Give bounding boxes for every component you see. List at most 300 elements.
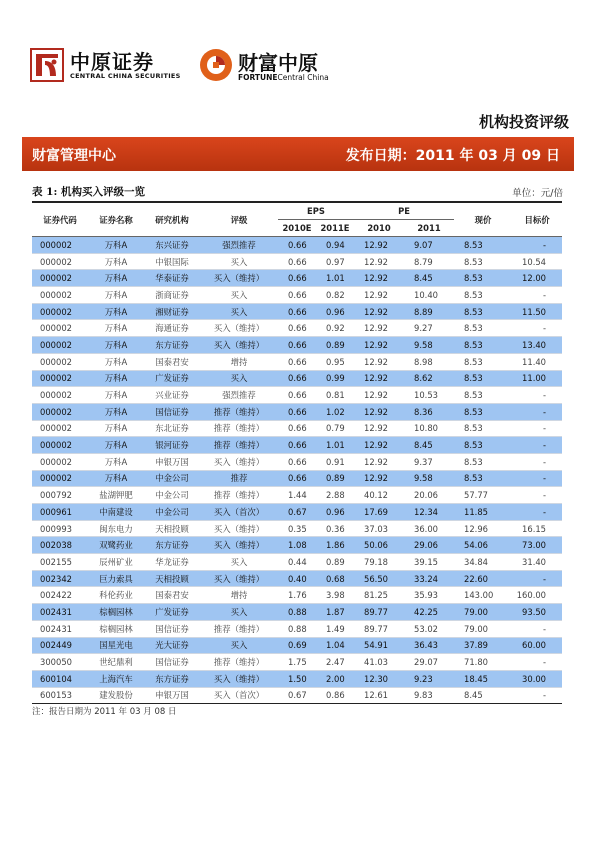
cell-pe-2011: 8.45 bbox=[404, 437, 454, 454]
cell-target: 12.00 bbox=[512, 270, 562, 287]
cell-code: 000002 bbox=[32, 437, 88, 454]
cell-code: 300050 bbox=[32, 654, 88, 671]
cell-pe-2010: 12.92 bbox=[354, 370, 404, 387]
cell-institution: 国信证券 bbox=[144, 620, 200, 637]
cell-pe-2011: 8.45 bbox=[404, 270, 454, 287]
cell-pe-2011: 9.27 bbox=[404, 320, 454, 337]
table-unit: 单位：元/倍 bbox=[512, 188, 563, 199]
cell-institution: 华泰证券 bbox=[144, 270, 200, 287]
cell-eps-2010: 0.88 bbox=[278, 620, 316, 637]
cell-institution: 国信证券 bbox=[144, 403, 200, 420]
cell-target: - bbox=[512, 287, 562, 304]
table-row bbox=[32, 337, 562, 354]
cell-target: - bbox=[512, 387, 562, 404]
cell-code: 002038 bbox=[32, 537, 88, 554]
cell-name: 万科A bbox=[88, 470, 144, 487]
cell-eps-2011: 0.82 bbox=[316, 287, 354, 304]
cell-rating: 买入 bbox=[200, 637, 278, 654]
cell-price: 8.53 bbox=[454, 403, 512, 420]
table-row bbox=[32, 403, 562, 420]
cell-rating: 买入 bbox=[200, 287, 278, 304]
cell-price: 143.00 bbox=[454, 587, 512, 604]
banner-release-date: 发布日期：2011 年 03 月 09 日 bbox=[345, 148, 560, 164]
cell-name: 建发股份 bbox=[88, 687, 144, 704]
logo2-chinese-name: 财富中原 bbox=[238, 51, 318, 75]
cell-rating: 推荐（维持） bbox=[200, 403, 278, 420]
table-row bbox=[32, 370, 562, 387]
cell-pe-2010: 81.25 bbox=[354, 587, 404, 604]
cell-price: 37.89 bbox=[454, 637, 512, 654]
table-row bbox=[32, 237, 562, 254]
logo1-chinese-name: 中原证券 bbox=[70, 50, 154, 74]
cell-rating: 推荐 bbox=[200, 470, 278, 487]
cell-eps-2010: 0.66 bbox=[278, 303, 316, 320]
cell-price: 8.53 bbox=[454, 470, 512, 487]
cell-institution: 海通证券 bbox=[144, 320, 200, 337]
cell-price: 8.53 bbox=[454, 287, 512, 304]
cell-price: 8.53 bbox=[454, 337, 512, 354]
cell-eps-2010: 0.44 bbox=[278, 554, 316, 571]
cell-code: 000002 bbox=[32, 470, 88, 487]
cell-code: 000002 bbox=[32, 253, 88, 270]
cell-pe-2010: 79.18 bbox=[354, 554, 404, 571]
cell-eps-2010: 0.66 bbox=[278, 337, 316, 354]
table-row bbox=[32, 537, 562, 554]
table-row bbox=[32, 487, 562, 504]
cell-pe-2011: 29.07 bbox=[404, 654, 454, 671]
header-code: 证券代码 bbox=[32, 202, 88, 237]
header-pe-2010: 2010 bbox=[354, 220, 404, 237]
cell-pe-2011: 8.79 bbox=[404, 253, 454, 270]
header-banner bbox=[22, 137, 574, 171]
cell-rating: 买入（维持） bbox=[200, 670, 278, 687]
cell-eps-2011: 0.86 bbox=[316, 687, 354, 704]
cell-code: 000002 bbox=[32, 420, 88, 437]
cell-pe-2010: 41.03 bbox=[354, 654, 404, 671]
cell-code: 000002 bbox=[32, 287, 88, 304]
cell-institution: 天相投顾 bbox=[144, 570, 200, 587]
cell-name: 棕榈园林 bbox=[88, 604, 144, 621]
cell-code: 000961 bbox=[32, 504, 88, 521]
cell-eps-2011: 2.88 bbox=[316, 487, 354, 504]
cell-eps-2011: 1.04 bbox=[316, 637, 354, 654]
cell-name: 盐湖钾肥 bbox=[88, 487, 144, 504]
cell-pe-2011: 9.83 bbox=[404, 687, 454, 704]
table-row bbox=[32, 420, 562, 437]
cell-price: 8.53 bbox=[454, 420, 512, 437]
fortune-central-china-logo-icon bbox=[198, 47, 234, 83]
cell-pe-2010: 17.69 bbox=[354, 504, 404, 521]
cell-name: 万科A bbox=[88, 353, 144, 370]
logo1-english-name: CENTRAL CHINA SECURITIES bbox=[70, 72, 181, 80]
cell-pe-2011: 10.53 bbox=[404, 387, 454, 404]
cell-pe-2011: 35.93 bbox=[404, 587, 454, 604]
table-row bbox=[32, 353, 562, 370]
cell-name: 万科A bbox=[88, 253, 144, 270]
cell-code: 000002 bbox=[32, 270, 88, 287]
cell-institution: 东北证券 bbox=[144, 420, 200, 437]
header-eps-2010: 2010E bbox=[278, 220, 316, 237]
cell-eps-2010: 0.66 bbox=[278, 287, 316, 304]
cell-price: 8.53 bbox=[454, 320, 512, 337]
cell-target: - bbox=[512, 487, 562, 504]
cell-rating: 推荐（维持） bbox=[200, 487, 278, 504]
cell-target: - bbox=[512, 654, 562, 671]
cell-institution: 东方证券 bbox=[144, 670, 200, 687]
cell-eps-2011: 0.68 bbox=[316, 570, 354, 587]
cell-eps-2011: 0.96 bbox=[316, 504, 354, 521]
cell-eps-2010: 1.75 bbox=[278, 654, 316, 671]
header-rating: 评级 bbox=[200, 202, 278, 237]
cell-eps-2010: 1.50 bbox=[278, 670, 316, 687]
cell-target: - bbox=[512, 620, 562, 637]
document-title: 机构投资评级 bbox=[478, 113, 569, 131]
cell-institution: 申银万国 bbox=[144, 687, 200, 704]
cell-eps-2011: 1.87 bbox=[316, 604, 354, 621]
cell-pe-2011: 33.24 bbox=[404, 570, 454, 587]
cell-price: 8.53 bbox=[454, 253, 512, 270]
cell-price: 71.80 bbox=[454, 654, 512, 671]
cell-eps-2010: 0.66 bbox=[278, 320, 316, 337]
cell-pe-2010: 12.92 bbox=[354, 337, 404, 354]
cell-pe-2010: 12.92 bbox=[354, 453, 404, 470]
cell-institution: 国泰君安 bbox=[144, 587, 200, 604]
cell-institution: 湘财证券 bbox=[144, 303, 200, 320]
cell-eps-2011: 0.96 bbox=[316, 303, 354, 320]
cell-eps-2010: 0.66 bbox=[278, 403, 316, 420]
cell-name: 万科A bbox=[88, 270, 144, 287]
table-row bbox=[32, 504, 562, 521]
cell-pe-2010: 37.03 bbox=[354, 520, 404, 537]
cell-code: 600104 bbox=[32, 670, 88, 687]
cell-price: 8.53 bbox=[454, 270, 512, 287]
cell-institution: 东兴证券 bbox=[144, 237, 200, 254]
cell-pe-2011: 9.58 bbox=[404, 337, 454, 354]
cell-rating: 买入 bbox=[200, 370, 278, 387]
cell-pe-2010: 12.92 bbox=[354, 320, 404, 337]
cell-target: 13.40 bbox=[512, 337, 562, 354]
cell-target: - bbox=[512, 570, 562, 587]
cell-eps-2011: 0.92 bbox=[316, 320, 354, 337]
cell-eps-2010: 0.66 bbox=[278, 353, 316, 370]
cell-pe-2011: 29.06 bbox=[404, 537, 454, 554]
cell-eps-2011: 0.97 bbox=[316, 253, 354, 270]
cell-pe-2010: 12.92 bbox=[354, 470, 404, 487]
cell-name: 万科A bbox=[88, 437, 144, 454]
cell-pe-2011: 20.06 bbox=[404, 487, 454, 504]
cell-price: 12.96 bbox=[454, 520, 512, 537]
cell-institution: 东方证券 bbox=[144, 537, 200, 554]
table-row bbox=[32, 637, 562, 654]
cell-pe-2010: 54.91 bbox=[354, 637, 404, 654]
cell-eps-2010: 1.44 bbox=[278, 487, 316, 504]
cell-rating: 买入（维持） bbox=[200, 320, 278, 337]
cell-rating: 买入 bbox=[200, 604, 278, 621]
cell-code: 000002 bbox=[32, 403, 88, 420]
cell-rating: 买入（首次） bbox=[200, 504, 278, 521]
cell-rating: 强烈推荐 bbox=[200, 387, 278, 404]
cell-eps-2010: 0.66 bbox=[278, 253, 316, 270]
cell-eps-2011: 2.47 bbox=[316, 654, 354, 671]
cell-institution: 中银国际 bbox=[144, 253, 200, 270]
table-row bbox=[32, 270, 562, 287]
cell-code: 002155 bbox=[32, 554, 88, 571]
cell-eps-2011: 0.91 bbox=[316, 453, 354, 470]
cell-code: 000002 bbox=[32, 337, 88, 354]
cell-pe-2011: 42.25 bbox=[404, 604, 454, 621]
cell-eps-2010: 0.69 bbox=[278, 637, 316, 654]
logo2-english-bold: FORTUNE bbox=[238, 73, 278, 82]
cell-code: 000002 bbox=[32, 237, 88, 254]
cell-rating: 推荐（维持） bbox=[200, 420, 278, 437]
cell-name: 巨力索具 bbox=[88, 570, 144, 587]
cell-price: 79.00 bbox=[454, 604, 512, 621]
cell-code: 002431 bbox=[32, 620, 88, 637]
table-row bbox=[32, 303, 562, 320]
cell-rating: 买入（首次） bbox=[200, 687, 278, 704]
cell-institution: 浙商证券 bbox=[144, 287, 200, 304]
cell-target: - bbox=[512, 320, 562, 337]
cell-eps-2011: 0.81 bbox=[316, 387, 354, 404]
cell-institution: 中金公司 bbox=[144, 470, 200, 487]
cell-rating: 买入（维持） bbox=[200, 270, 278, 287]
fortune-central-china-logo bbox=[198, 44, 398, 88]
table-row bbox=[32, 387, 562, 404]
table-row bbox=[32, 320, 562, 337]
header-name: 证券名称 bbox=[88, 202, 144, 237]
cell-target: 11.40 bbox=[512, 353, 562, 370]
table-row bbox=[32, 687, 562, 704]
cell-eps-2011: 0.95 bbox=[316, 353, 354, 370]
cell-target: - bbox=[512, 420, 562, 437]
cell-eps-2011: 1.02 bbox=[316, 403, 354, 420]
cell-eps-2010: 0.66 bbox=[278, 453, 316, 470]
cell-price: 8.45 bbox=[454, 687, 512, 704]
cell-code: 000002 bbox=[32, 320, 88, 337]
cell-target: 11.50 bbox=[512, 303, 562, 320]
cell-eps-2011: 0.36 bbox=[316, 520, 354, 537]
cell-target: - bbox=[512, 237, 562, 254]
central-china-securities-logo-icon bbox=[30, 48, 64, 82]
cell-eps-2010: 0.66 bbox=[278, 470, 316, 487]
ratings-table bbox=[32, 201, 562, 704]
cell-name: 上海汽车 bbox=[88, 670, 144, 687]
cell-name: 万科A bbox=[88, 403, 144, 420]
cell-target: 10.54 bbox=[512, 253, 562, 270]
cell-name: 世纪鼎利 bbox=[88, 654, 144, 671]
header-eps: EPS bbox=[278, 202, 354, 220]
cell-eps-2011: 2.00 bbox=[316, 670, 354, 687]
table-row bbox=[32, 570, 562, 587]
cell-pe-2010: 12.92 bbox=[354, 287, 404, 304]
cell-name: 国星光电 bbox=[88, 637, 144, 654]
cell-price: 11.85 bbox=[454, 504, 512, 521]
cell-pe-2010: 12.92 bbox=[354, 420, 404, 437]
cell-rating: 推荐（维持） bbox=[200, 654, 278, 671]
cell-pe-2011: 53.02 bbox=[404, 620, 454, 637]
cell-eps-2010: 1.08 bbox=[278, 537, 316, 554]
cell-name: 万科A bbox=[88, 387, 144, 404]
cell-eps-2011: 1.01 bbox=[316, 437, 354, 454]
cell-institution: 兴业证券 bbox=[144, 387, 200, 404]
cell-institution: 广发证券 bbox=[144, 604, 200, 621]
cell-institution: 光大证券 bbox=[144, 637, 200, 654]
cell-pe-2011: 9.23 bbox=[404, 670, 454, 687]
cell-name: 闽东电力 bbox=[88, 520, 144, 537]
cell-pe-2011: 9.37 bbox=[404, 453, 454, 470]
cell-target: 160.00 bbox=[512, 587, 562, 604]
table-row bbox=[32, 520, 562, 537]
header-target: 目标价 bbox=[512, 202, 562, 237]
cell-rating: 买入（维持） bbox=[200, 337, 278, 354]
cell-code: 000002 bbox=[32, 387, 88, 404]
cell-pe-2011: 9.07 bbox=[404, 237, 454, 254]
cell-price: 79.00 bbox=[454, 620, 512, 637]
cell-rating: 增持 bbox=[200, 587, 278, 604]
cell-pe-2010: 12.92 bbox=[354, 237, 404, 254]
cell-code: 000002 bbox=[32, 353, 88, 370]
cell-eps-2010: 0.66 bbox=[278, 437, 316, 454]
cell-target: - bbox=[512, 687, 562, 704]
cell-name: 万科A bbox=[88, 287, 144, 304]
ratings-table-body bbox=[32, 237, 562, 704]
cell-eps-2011: 0.89 bbox=[316, 337, 354, 354]
cell-code: 000002 bbox=[32, 303, 88, 320]
cell-name: 万科A bbox=[88, 303, 144, 320]
table-row bbox=[32, 253, 562, 270]
cell-name: 中南建设 bbox=[88, 504, 144, 521]
cell-institution: 广发证券 bbox=[144, 370, 200, 387]
cell-name: 万科A bbox=[88, 453, 144, 470]
cell-price: 57.77 bbox=[454, 487, 512, 504]
cell-price: 8.53 bbox=[454, 387, 512, 404]
table-row bbox=[32, 470, 562, 487]
cell-pe-2011: 36.00 bbox=[404, 520, 454, 537]
cell-pe-2010: 50.06 bbox=[354, 537, 404, 554]
cell-institution: 申银万国 bbox=[144, 453, 200, 470]
cell-eps-2010: 0.66 bbox=[278, 270, 316, 287]
cell-eps-2010: 0.66 bbox=[278, 420, 316, 437]
cell-target: 11.00 bbox=[512, 370, 562, 387]
cell-pe-2011: 9.58 bbox=[404, 470, 454, 487]
header-institution: 研究机构 bbox=[144, 202, 200, 237]
cell-eps-2011: 1.86 bbox=[316, 537, 354, 554]
cell-eps-2011: 0.79 bbox=[316, 420, 354, 437]
cell-rating: 增持 bbox=[200, 353, 278, 370]
cell-eps-2011: 3.98 bbox=[316, 587, 354, 604]
cell-eps-2011: 1.01 bbox=[316, 270, 354, 287]
cell-pe-2010: 12.92 bbox=[354, 387, 404, 404]
cell-pe-2011: 12.34 bbox=[404, 504, 454, 521]
cell-code: 000002 bbox=[32, 453, 88, 470]
cell-name: 辰州矿业 bbox=[88, 554, 144, 571]
cell-eps-2011: 0.89 bbox=[316, 470, 354, 487]
cell-rating: 推荐（维持） bbox=[200, 620, 278, 637]
cell-price: 34.84 bbox=[454, 554, 512, 571]
cell-name: 棕榈园林 bbox=[88, 620, 144, 637]
cell-target: - bbox=[512, 453, 562, 470]
cell-pe-2010: 12.92 bbox=[354, 403, 404, 420]
header-pe: PE bbox=[354, 202, 454, 220]
cell-price: 8.53 bbox=[454, 437, 512, 454]
footnote: 注：报告日期为 2011 年 03 月 08 日 bbox=[32, 707, 177, 717]
cell-pe-2011: 8.62 bbox=[404, 370, 454, 387]
cell-target: - bbox=[512, 403, 562, 420]
banner-department: 财富管理中心 bbox=[32, 148, 116, 164]
cell-pe-2010: 12.92 bbox=[354, 353, 404, 370]
table-row bbox=[32, 453, 562, 470]
cell-pe-2011: 8.36 bbox=[404, 403, 454, 420]
cell-institution: 东方证券 bbox=[144, 337, 200, 354]
cell-name: 科伦药业 bbox=[88, 587, 144, 604]
cell-institution: 国信证券 bbox=[144, 654, 200, 671]
cell-code: 600153 bbox=[32, 687, 88, 704]
central-china-securities-logo bbox=[30, 44, 180, 88]
cell-institution: 银河证券 bbox=[144, 437, 200, 454]
cell-pe-2011: 39.15 bbox=[404, 554, 454, 571]
cell-pe-2011: 36.43 bbox=[404, 637, 454, 654]
cell-price: 54.06 bbox=[454, 537, 512, 554]
header-logos bbox=[30, 44, 570, 88]
cell-target: 16.15 bbox=[512, 520, 562, 537]
cell-rating: 买入（维持） bbox=[200, 520, 278, 537]
cell-pe-2010: 89.77 bbox=[354, 620, 404, 637]
cell-pe-2011: 8.89 bbox=[404, 303, 454, 320]
cell-pe-2010: 12.61 bbox=[354, 687, 404, 704]
table-row bbox=[32, 654, 562, 671]
cell-eps-2010: 0.66 bbox=[278, 387, 316, 404]
logo2-english-name bbox=[238, 73, 329, 82]
cell-pe-2010: 12.92 bbox=[354, 437, 404, 454]
table-row bbox=[32, 670, 562, 687]
cell-eps-2010: 0.67 bbox=[278, 687, 316, 704]
cell-eps-2011: 0.94 bbox=[316, 237, 354, 254]
cell-name: 万科A bbox=[88, 370, 144, 387]
cell-pe-2011: 10.80 bbox=[404, 420, 454, 437]
cell-target: 31.40 bbox=[512, 554, 562, 571]
cell-pe-2010: 12.92 bbox=[354, 270, 404, 287]
cell-code: 000002 bbox=[32, 370, 88, 387]
cell-eps-2011: 0.99 bbox=[316, 370, 354, 387]
cell-pe-2010: 89.77 bbox=[354, 604, 404, 621]
logo2-english-rest: Central China bbox=[277, 73, 329, 82]
header-eps-2011: 2011E bbox=[316, 220, 354, 237]
cell-rating: 推荐（维持） bbox=[200, 437, 278, 454]
cell-target: 60.00 bbox=[512, 637, 562, 654]
cell-name: 万科A bbox=[88, 320, 144, 337]
cell-price: 8.53 bbox=[454, 303, 512, 320]
cell-institution: 天相投顾 bbox=[144, 520, 200, 537]
cell-pe-2011: 10.40 bbox=[404, 287, 454, 304]
table-row bbox=[32, 554, 562, 571]
cell-pe-2011: 8.98 bbox=[404, 353, 454, 370]
cell-target: - bbox=[512, 437, 562, 454]
table-row bbox=[32, 620, 562, 637]
cell-eps-2010: 1.76 bbox=[278, 587, 316, 604]
table-row bbox=[32, 287, 562, 304]
cell-pe-2010: 12.92 bbox=[354, 253, 404, 270]
cell-name: 万科A bbox=[88, 420, 144, 437]
cell-name: 万科A bbox=[88, 237, 144, 254]
cell-rating: 买入 bbox=[200, 253, 278, 270]
cell-target: 93.50 bbox=[512, 604, 562, 621]
cell-price: 8.53 bbox=[454, 370, 512, 387]
cell-price: 8.53 bbox=[454, 237, 512, 254]
cell-target: - bbox=[512, 470, 562, 487]
cell-code: 000792 bbox=[32, 487, 88, 504]
cell-target: 30.00 bbox=[512, 670, 562, 687]
cell-target: - bbox=[512, 504, 562, 521]
